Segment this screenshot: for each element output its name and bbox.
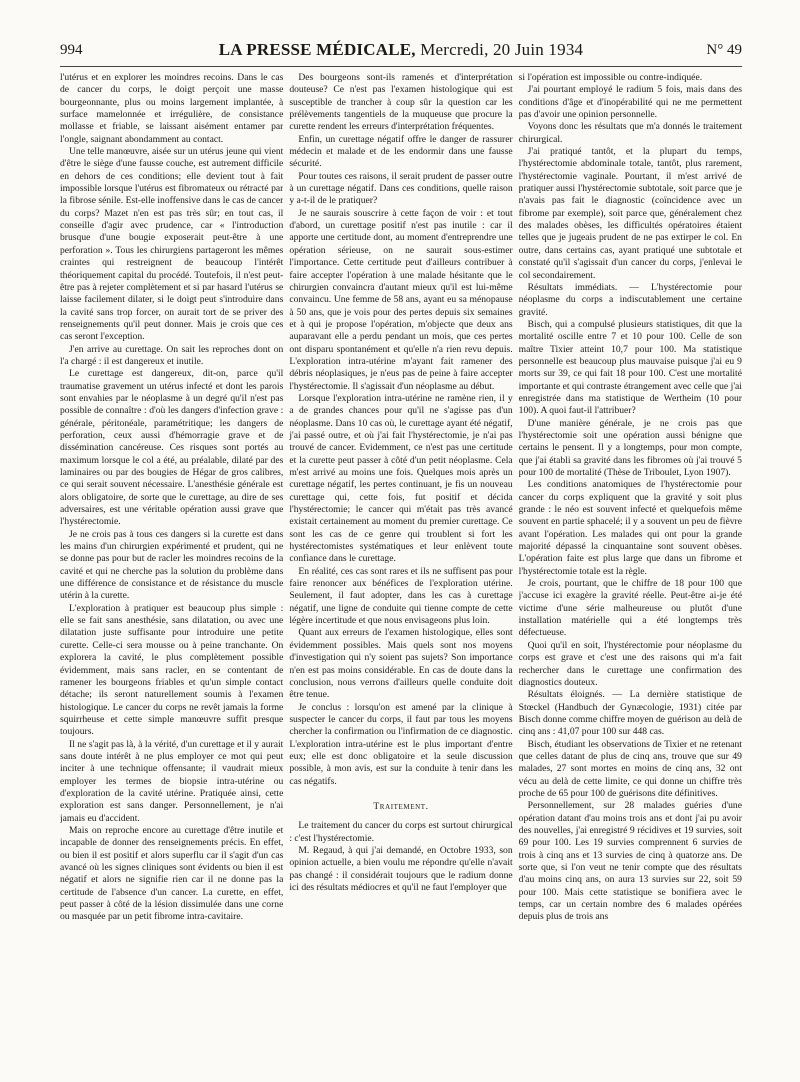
paragraph: En réalité, ces cas sont rares et ils ne suffisent pas pour faire renoncer aux bénéfices de l'exploration utérine. Seulement, il faut adopter, dans les cas à curettage négatif, une ligne de conduite qui tienne compte de cette légère incertitude et que nous envisageons plus loin.	[289, 565, 513, 627]
paragraph: Je crois, pourtant, que le chiffre de 18 pour 100 que j'accuse ici exagère la gravité réelle. Peut-être ai-je été victime d'une série malheureuse ou plutôt d'une installation matérielle qui a été longtemps très défectueuse.	[518, 578, 742, 639]
paragraph: M. Regaud, à qui j'ai demandé, en Octobre 1933, son opinion actuelle, a bien voulu me répondre qu'elle n'avait pas changé : il considérait toujours que le radium donne ici des résultats médiocres et qu'il ne faut l'employer que	[289, 844, 513, 893]
paragraph: D'une manière générale, je ne crois pas que l'hystérectomie soit une opération aussi bénigne que certains le pensent. Il y a longtemps, pour mon compte, que j'ai établi sa gravité dans les fibromes où j'ai trouvé 5 pour 100 de mortalité (Thèse de Triboulet, Lyon 1907).	[518, 417, 742, 478]
paragraph: Mais on reproche encore au curettage d'être inutile et incapable de donner des renseignements précis. En effet, ou bien il est positif et alors superflu car il s'agit d'un cas avancé où les signes cliniques sont évidents ou bien il est négatif et alors ne signifie rien car il ne donne pas la certitude de l'absence d'un cancer. La curette, en effet, peut passer à côté de la lésion dissimulée dans une corne ou masquée par un petit fibrome intra-cavitaire.	[60, 824, 284, 923]
paragraph: Pour toutes ces raisons, il serait prudent de passer outre à un curettage négatif. Dans ces conditions, quelle raison y a-t-il de le pratiquer?	[289, 170, 513, 207]
article-columns	[60, 72, 742, 1072]
paragraph: Personnellement, sur 28 malades guéries d'une opération datant d'au moins trois ans et dont j'ai pu avoir des nouvelles, j'ai enregistré 9 récidives et 19 survies, soit 69 pour 100. Les 19 survies comprennent 6 survies de trois à cinq ans et 13 survies de cinq à quatorze ans. De sorte que, si l'on veut ne tenir compte que des résultats d'au moins cinq ans, on aura 13 survies sur 22, soit 59 pour 100. Mais cette statistique se bonifiera avec le temps, car un certain nombre des 6 malades opérées depuis plus de trois ans	[518, 800, 742, 923]
paragraph: Je conclus : lorsqu'on est amené par la clinique à suspecter le cancer du corps, il faut par tous les moyens chercher la confirmation ou l'infirmation de ce diagnostic. L'exploration intra-utérine est le plus important d'entre eux; elle est donc obligatoire et la seule discussion possible, à mon avis, est sur la conduite à tenir dans les cas négatifs.	[289, 701, 513, 787]
paragraph: Le curettage est dangereux, dit-on, parce qu'il traumatise gravement un utérus infecté et dont les parois sont envahies par le néoplasme à un degré qu'il n'est pas possible de connaître : d'où les dangers d'infection grave : générale, péritonéale, paramétritique; les dangers de perforation, ceux aussi d'hémorragie grave et de dissémination cancéreuse. Ces risques sont portés au maximum lorsque le col a été, au préalable, dilaté par des laminaires ou par des bougies de Hégar de gros calibres, ce qui serait souvent nécessaire. L'anesthésie générale est alors obligatoire, de sorte que le curettage, au dire de ses adversaires, est une véritable opération aussi grave que l'hystérectomie.	[60, 368, 284, 528]
journal-name: LA PRESSE MÉDICALE,	[218, 40, 416, 59]
paragraph: J'ai pratiqué tantôt, et la plupart du temps, l'hystérectomie abdominale totale, tantôt, plus rarement, l'hystérectomie vaginale. Pourtant, il m'est arrivé de pratiquer aussi l'hystérectomie subtotale, soit parce que je n'avais pas fait le diagnostic (coïncidence avec un fibrome par exemple), soit parce que, généralement chez des malades obèses, les difficultés opératoires étaient telles que je jugeais prudent de ne pas extirper le col. En outre, dans certains cas, ayant pratiqué une subtotale et constaté qu'il s'agissait d'un cancer du corps, j'enlevai le col secondairement.	[518, 146, 742, 281]
page-header	[60, 38, 742, 62]
issue-number: N° 49	[706, 41, 742, 58]
paragraph: Le traitement du cancer du corps est surtout chirurgical : c'est l'hystérectomie.	[289, 820, 513, 844]
header-rule	[60, 66, 742, 67]
page-number: 994	[60, 41, 83, 58]
paragraph: l'utérus et en explorer les moindres recoins. Dans le cas de cancer du corps, le doigt perçoit une masse bourgeonnante, plus ou moins largement implantée, à surface mamelonnée et irrégulière, de consistance mollasse et friable, se laissant aisément entamer par l'ongle, saignant abondamment au contact.	[60, 72, 284, 145]
paragraph: Voyons donc les résultats que m'a donnés le traitement chirurgical.	[518, 121, 742, 145]
paragraph: Quant aux erreurs de l'examen histologique, elles sont évidemment possibles. Mais quels sont nos moyens d'investigation qui n'y soient pas sujets? Son importance n'en est pas moins considérable. En cas de doute dans la conclusion, nous verrons d'ailleurs quelle conduite doit être tenue.	[289, 627, 513, 701]
paragraph: Bisch, qui a compulsé plusieurs statistiques, dit que la mortalité oscille entre 7 et 10 pour 100. Celle de son maître Tixier atteint 10,7 pour 100. Ma statistique personnelle est beaucoup plus mauvaise puisque j'ai eu 9 morts sur 39, ce qui fait 18 pour 100. C'est une mortalité importante et qui contraste étrangement avec celle que j'ai enregistrée dans ma statistique de Wertheim (10 pour 100). A quoi faut-il l'attribuer?	[518, 318, 742, 417]
journal-masthead	[140, 40, 662, 60]
paragraph: Quoi qu'il en soit, l'hystérectomie pour néoplasme du corps est grave et c'est une des raisons qui m'a fait rechercher dans le curettage une confirmation des diagnostics douteux.	[518, 639, 742, 688]
paragraph: Il ne s'agit pas là, à la vérité, d'un curettage et il y aurait sans doute intérêt à ne plus employer ce mot qui peut inciter à une technique offensante; il vaudrait mieux employer les termes de biopsie intra-utérine ou d'exploration de la cavité utérine. Pratiquée ainsi, cette exploration est sans danger. Personnellement, je n'ai jamais eu d'accident.	[60, 738, 284, 824]
paragraph: Les conditions anatomiques de l'hystérectomie pour cancer du corps expliquent que la gravité y soit plus grande : le néo est souvent infecté et quelquefois même souvent en partie sphacelé; il y a souvent un peu de fièvre avant l'opération. Les malades qui ont pour la grande majorité dépassé la cinquantaine sont souvent obèses. L'opération faite est plus large que dans un fibrome et l'hystérectomie totale est la règle.	[518, 479, 742, 577]
paragraph: si l'opération est impossible ou contre-indiquée.	[518, 72, 703, 83]
paragraph: Bisch, étudiant les observations de Tixier et ne retenant que celles datant de plus de cinq ans, trouve que sur 49 malades, 27 sont mortes en moins de cinq ans, 32 ont vécu au delà de cette limite, ce qui donne un chiffre très proche de 65 pour 100 de guérisons dite définitives.	[518, 738, 742, 799]
paragraph: Résultats immédiats. — L'hystérectomie pour néoplasme du corps a indiscutablement une certaine gravité.	[518, 281, 742, 318]
paragraph: J'en arrive au curettage. On sait les reproches dont on l'a chargé : il est dangereux et inutile.	[60, 343, 284, 367]
text-column-3	[519, 72, 742, 1072]
paragraph: L'exploration à pratiquer est beaucoup plus simple : elle se fait sans anesthésie, sans dilatation, ou avec une dilatation juste suffisante pour introduire une petite curette. Celle-ci sera mousse ou à peine tranchante. On explorera la cavité, le plus complètement possible évidemment, mais sans racler, en se contentant de ramener les bourgeons friables et qu'un simple contact détache; ils seront naturellement soumis à l'examen histologique. Le cancer du corps ne revêt jamais la forme squirrheuse et cette simple manœuvre suffit presque toujours.	[60, 602, 284, 738]
paragraph: Résultats éloignés. — La dernière statistique de Stœckel (Handbuch der Gynæcologie, 1931) citée par Bisch donne comme chiffre moyen de guérison au delà de cinq ans : 41,07 pour 100 sur 448 cas.	[518, 689, 742, 738]
paragraph: Enfin, un curettage négatif offre le danger de rassurer médecin et malade et de les endormir dans une fausse sécurité.	[289, 133, 513, 170]
paragraph: Je ne saurais souscrire à cette façon de voir : et tout d'abord, un curettage positif n'est pas inutile : car il apporte une certitude dont, au moment d'entreprendre une opération sérieuse, on ne saurait sous-estimer l'importance. Cette certitude peut d'ailleurs contribuer à faire accepter l'opération à une malade hésitante que le chirurgien convaincra d'autant mieux qu'il est lui-même convaincu. Une femme de 58 ans, ayant eu sa ménopause à 50 ans, que je vois pour des pertes depuis six semaines et à qui je propose l'opération, m'objecte que deux ans auparavant elle a perdu pendant un mois, que ces pertes ont disparu spontanément et qu'elle n'a rien revu depuis. L'exploration intra-utérine m'ayant fait ramener des débris néoplasiques, je n'eus pas de peine à faire accepter l'hystérectomie. Il s'agissait d'un néoplasme au début.	[289, 207, 513, 392]
paragraph: Lorsque l'exploration intra-utérine ne ramène rien, il y a de grandes chances pour qu'il ne s'agisse pas d'un néoplasme. Dans 10 cas où, le curettage ayant été négatif, j'ai passé outre, et où j'ai fait l'hystérectomie, je n'ai pas trouvé de cancer. Evidemment, ce n'est pas une certitude et la curette peut passer à côté d'un petit néoplasme. Cela m'est arrivé au moins une fois. Quelques mois après un curettage négatif, les pertes continuant, je fis un nouveau curettage qui, cette fois, fut positif et décida l'hystérectomie; le cancer qui m'était pas très avancé existait certainement au moment du premier curettage. Ce sont les cas de ce genre qui troublent si fort les hystérectomistes systématiques et leur enlèvent toute confiance dans le curettage.	[289, 392, 513, 565]
paragraph: Je ne crois pas à tous ces dangers si la curette est dans les mains d'un chirurgien expérimenté et prudent, qui ne se donne pas pour but de racler les moindres recoins de la cavité et qui ne cherche pas la solution du problème dans une différence de consistance et de résistance du muscle utérin à la curette.	[60, 528, 284, 602]
section-heading: Traitement.	[373, 800, 429, 812]
issue-date: Mercredi, 20 Juin 1934	[420, 40, 584, 59]
paragraph: J'ai pourtant employé le radium 5 fois, mais dans des conditions d'âge et d'inopérabilité qui ne me permettent pas d'avoir une opinion personnelle.	[518, 84, 742, 121]
paragraph: Des bourgeons sont-ils ramenés et d'interprétation douteuse? Ce n'est pas l'examen histologique qui est susceptible de trancher à coup sûr la question car les prélèvements tangentiels de la muqueuse que procure la curette rendent les erreurs d'interprétation fréquentes.	[289, 72, 513, 133]
text-column-1	[60, 72, 283, 1072]
text-column-2	[289, 72, 512, 1072]
paragraph: Une telle manœuvre, aisée sur un utérus jeune qui vient d'être le siège d'une fausse couche, est autrement difficile en dehors de ces conditions; elle devient tout à fait impossible lorsque l'utérus est fibromateux ou rétracté par la fibrose sénile. Est-elle inoffensive dans le cas de cancer du corps? Mazet n'en est pas très sûr; en tout cas, il conseille d'agir avec prudence, car « l'introduction brusque d'une bougie exposerait peut-être à une perforation ». Tous les chirurgiens partageront les mêmes craintes qui restreignent de beaucoup l'intérêt théoriquement capital du procédé. Toutefois, il n'est peut-être pas à rejeter complètement et si par hasard l'utérus se laisse facilement dilater, si le doigt peut s'introduire dans la cavité sans trop forcer, on aurait tort de se priver des renseignements qu'il peut donner. Mais je crois que ces cas seront l'exception.	[60, 146, 284, 343]
